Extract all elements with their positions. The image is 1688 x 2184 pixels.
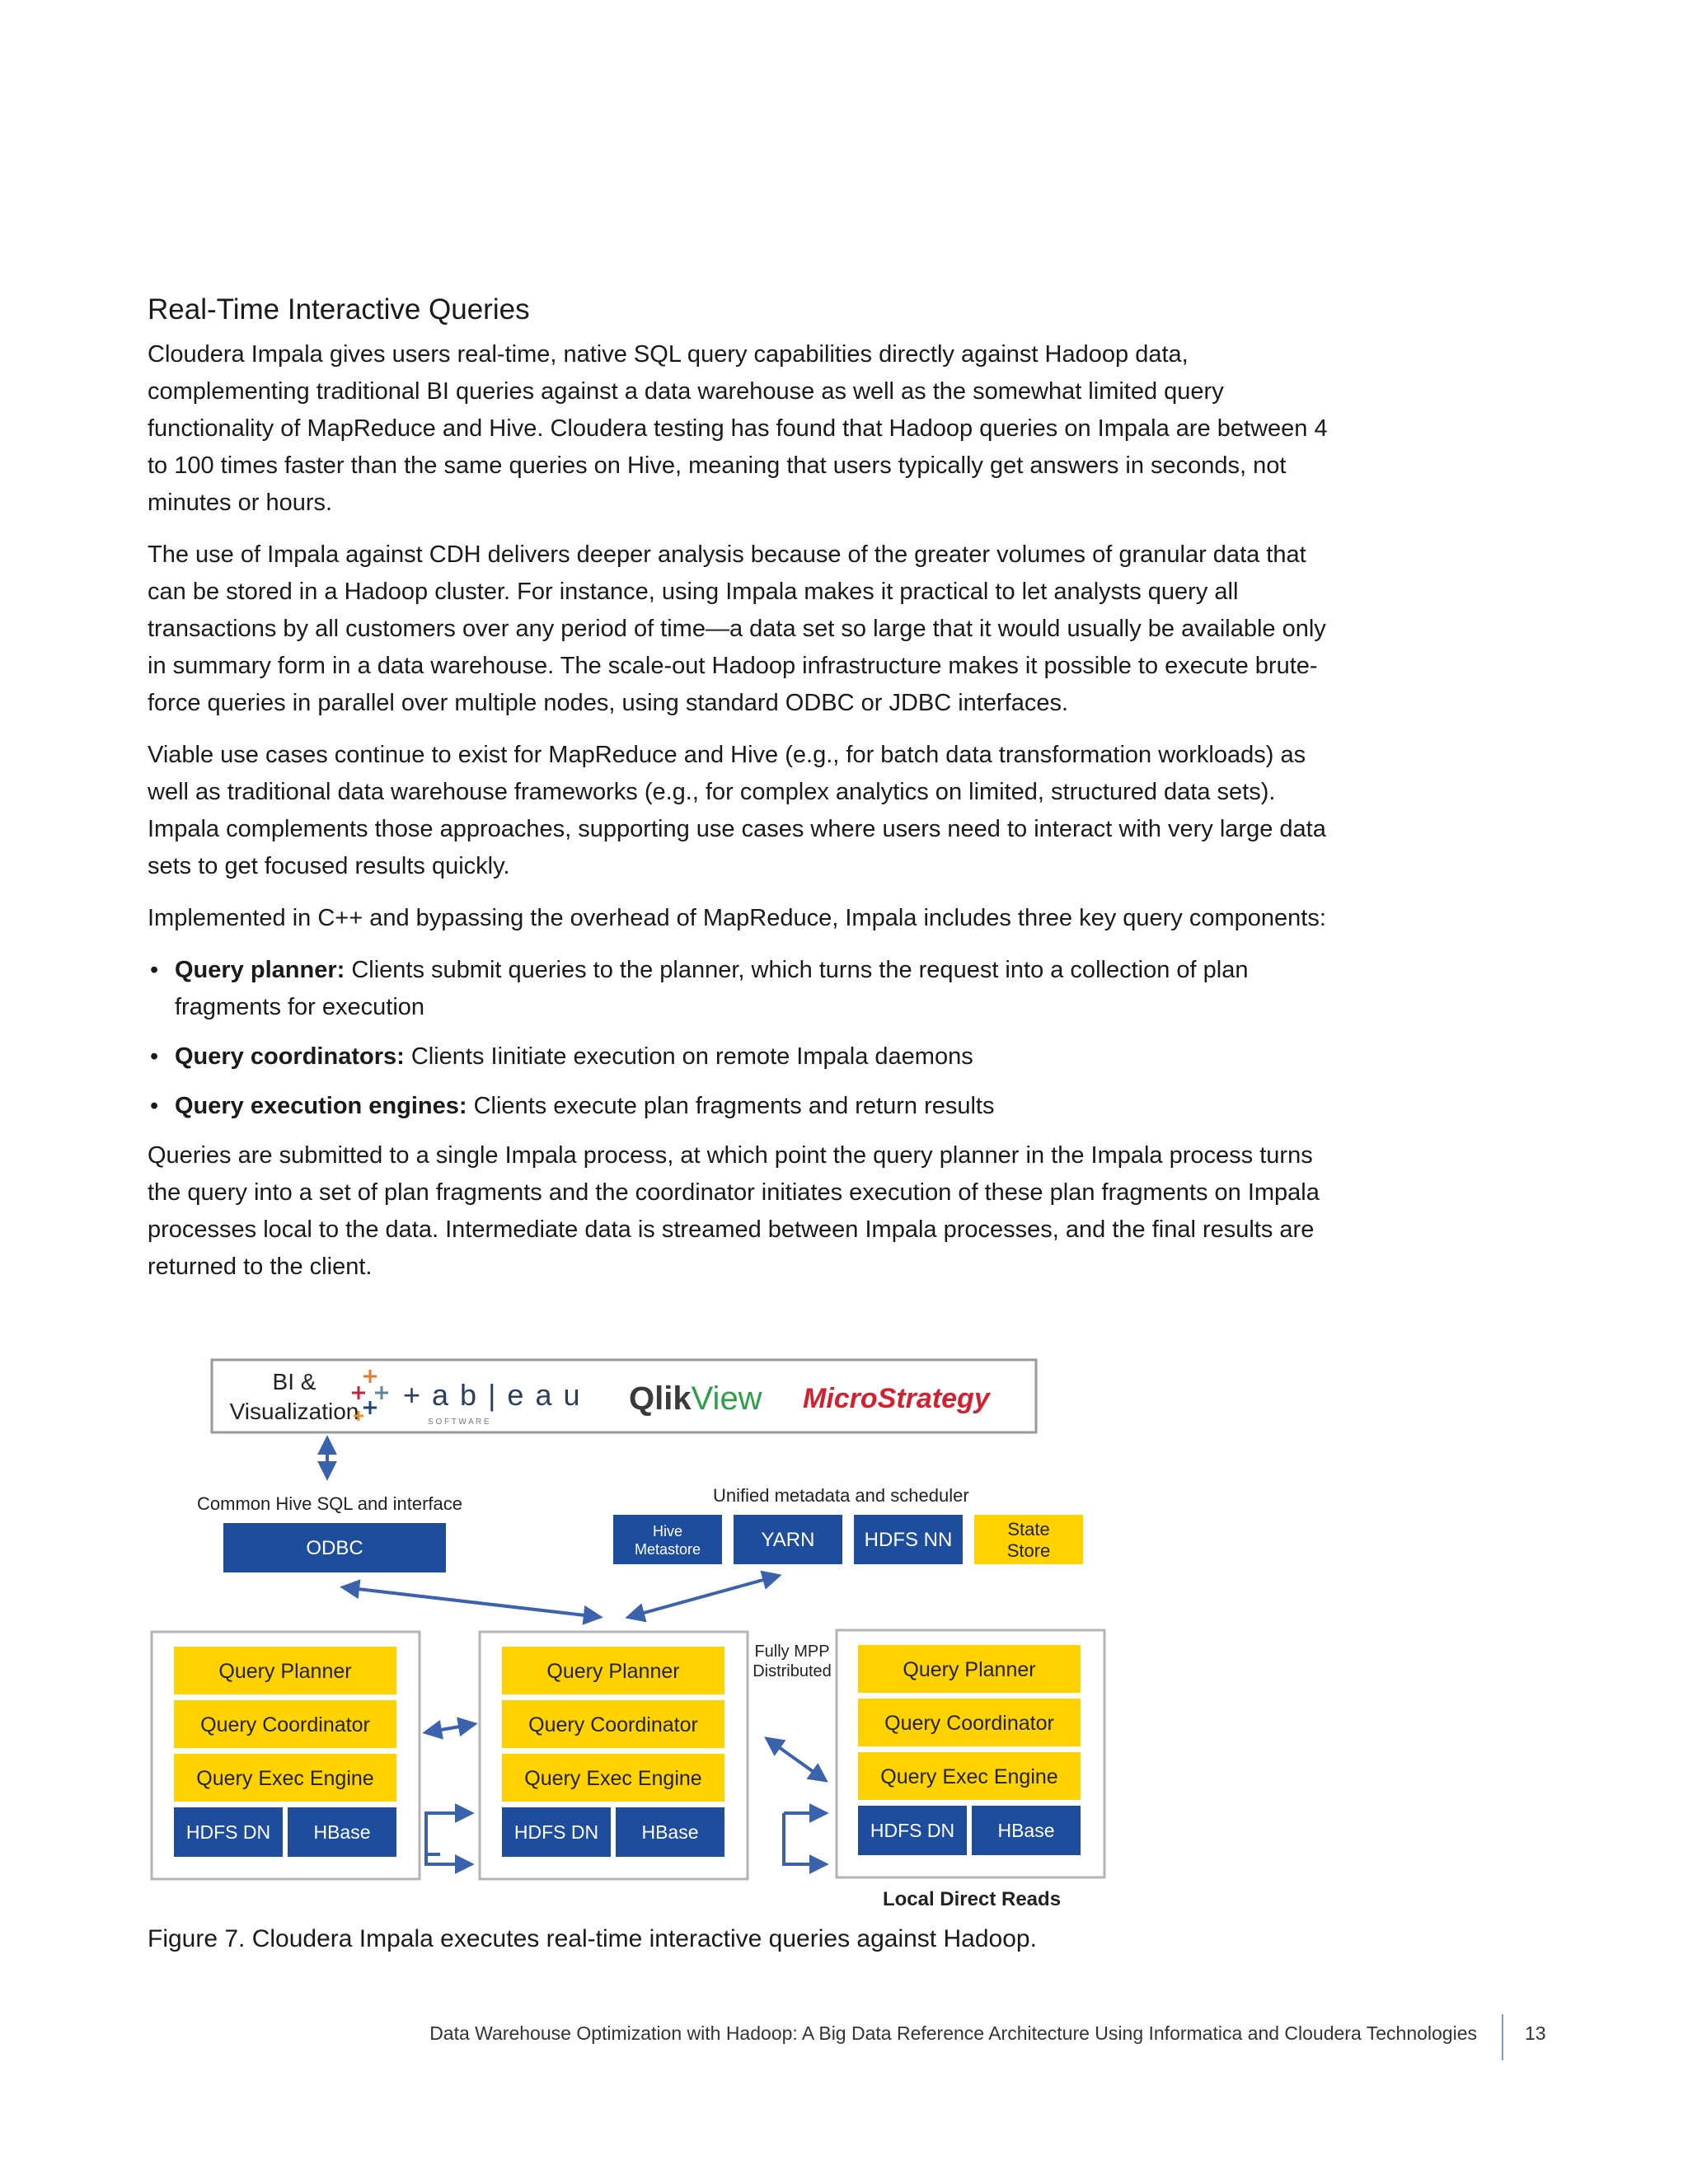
hbase-label: HBase xyxy=(313,1821,371,1843)
yarn-label: YARN xyxy=(761,1529,815,1551)
impala-node-3 xyxy=(837,1630,1104,1877)
hdfs-dn-label: HDFS DN xyxy=(870,1820,955,1841)
bullet-icon: • xyxy=(150,1043,159,1070)
list-item xyxy=(148,1088,1351,1125)
list-item-term: Query execution engines: xyxy=(175,1093,467,1119)
mpp-label: Fully MPP xyxy=(754,1643,830,1661)
query-coordinator-label: Query Coordinator xyxy=(528,1713,698,1736)
figure-caption: Figure 7. Cloudera Impala executes real-time interactive queries against Hadoop. xyxy=(148,1925,1037,1952)
odbc-label: ODBC xyxy=(306,1537,363,1559)
query-exec-engine-label: Query Exec Engine xyxy=(196,1767,374,1790)
query-coordinator-label: Query Coordinator xyxy=(884,1712,1054,1735)
footer-title: Data Warehouse Optimization with Hadoop: A Big Data Reference Architecture Using Informatica and Cloudera Technologies xyxy=(429,2022,1477,2044)
query-planner-label: Query Planner xyxy=(546,1660,680,1683)
state-store-label: Store xyxy=(1006,1540,1051,1561)
local-read-arrow xyxy=(784,1813,825,1864)
hdfs-nn-label: HDFS NN xyxy=(864,1529,953,1551)
hive-metastore-label: Hive xyxy=(652,1523,683,1540)
tableau-wordmark: + a b | e a u xyxy=(403,1378,582,1412)
node1-node2-arrow xyxy=(426,1724,474,1732)
bullet-icon: • xyxy=(150,1093,159,1119)
impala-node-1 xyxy=(152,1632,420,1879)
hive-sql-label: Common Hive SQL and interface xyxy=(197,1493,462,1514)
list-item-term: Query planner: xyxy=(175,957,345,983)
metadata-label: Unified metadata and scheduler xyxy=(713,1485,969,1506)
hdfs-dn-label: HDFS DN xyxy=(513,1821,599,1843)
query-exec-engine-label: Query Exec Engine xyxy=(524,1767,702,1790)
tableau-subtitle: S O F T W A R E xyxy=(428,1418,490,1427)
paragraph-2: The use of Impala against CDH delivers deeper analysis because of the greater volumes of granular data that can be stored in a Hadoop cluster. For instance, using Impala makes it practical to let analysts query all transactions by all customers over any period of time—a data set so large that it would usually be available only in summary form in a data warehouse. The scale-out Hadoop infrastructure makes it possible to execute brute-force queries in parallel over multiple nodes, using standard ODBC or JDBC interfaces. xyxy=(148,541,1326,716)
list-item-text: Clients submit queries to the planner, which turns the request into a collection of plan fragments for execution xyxy=(175,957,1249,1020)
list-item xyxy=(148,952,1351,1026)
impala-architecture-diagram xyxy=(148,1352,1112,1912)
microstrategy-logo: MicroStrategy xyxy=(803,1383,990,1414)
list-item-text: Clients Iinitiate execution on remote Impala daemons xyxy=(404,1043,973,1070)
local-read-arrow xyxy=(426,1813,471,1854)
impala-node-2 xyxy=(480,1632,748,1879)
hbase-label: HBase xyxy=(997,1820,1055,1841)
bullet-icon: • xyxy=(150,957,159,983)
footer-divider xyxy=(1502,2014,1503,2060)
list-item xyxy=(148,1038,1351,1076)
page-footer xyxy=(0,2014,1688,2064)
paragraph-4: Implemented in C++ and bypassing the overhead of MapReduce, Impala includes three key query components: xyxy=(148,905,1326,931)
paragraph-1: Cloudera Impala gives users real-time, native SQL query capabilities directly against Hadoop data, complementing traditional BI queries against a data warehouse as well as the somewhat limited query functionality of MapReduce and Hive. Cloudera testing has found that Hadoop queries on Impala are between 4 to 100 times faster than the same queries on Hive, meaning that users typically get answers in seconds, not minutes or hours. xyxy=(148,341,1328,516)
hbase-label: HBase xyxy=(641,1821,699,1843)
metadata-to-node-arrow xyxy=(629,1576,778,1617)
mpp-label: Distributed xyxy=(753,1662,832,1680)
page-number: 13 xyxy=(1525,2022,1546,2044)
odbc-to-node-arrow xyxy=(344,1587,599,1617)
query-exec-engine-label: Query Exec Engine xyxy=(880,1765,1058,1788)
list-item-term: Query coordinators: xyxy=(175,1043,405,1070)
main-content xyxy=(148,290,1351,1301)
bi-label: Visualization xyxy=(229,1399,359,1424)
component-list xyxy=(148,952,1351,1125)
local-reads-label: Local Direct Reads xyxy=(882,1888,1062,1910)
qlikview-logo: QlikView xyxy=(629,1380,762,1417)
section-heading: Real-Time Interactive Queries xyxy=(148,293,530,326)
query-coordinator-label: Query Coordinator xyxy=(200,1713,370,1736)
bi-label: BI & xyxy=(272,1369,316,1394)
query-planner-label: Query Planner xyxy=(903,1658,1036,1681)
state-store-label: State xyxy=(1007,1519,1050,1540)
hive-metastore-label: Metastore xyxy=(634,1541,701,1558)
paragraph-closing: Queries are submitted to a single Impala process, at which point the query planner in the Impala process turns the query into a set of plan fragments and the coordinator initiates execution of these plan fragments on Impala processes local to the data. Intermediate data is streamed between Impala processes, and the final results are returned to the client. xyxy=(148,1142,1320,1280)
paragraph-3: Viable use cases continue to exist for MapReduce and Hive (e.g., for batch data transformation workloads) as well as traditional data warehouse frameworks (e.g., for complex analytics on limited, structured data sets). Impala complements those approaches, supporting use cases where users need to interact with very large data sets to get focused results quickly. xyxy=(148,742,1326,879)
list-item-text: Clients execute plan fragments and return results xyxy=(467,1093,995,1119)
node2-node3-arrow xyxy=(767,1739,825,1780)
query-planner-label: Query Planner xyxy=(218,1660,352,1683)
hdfs-dn-label: HDFS DN xyxy=(185,1821,271,1843)
